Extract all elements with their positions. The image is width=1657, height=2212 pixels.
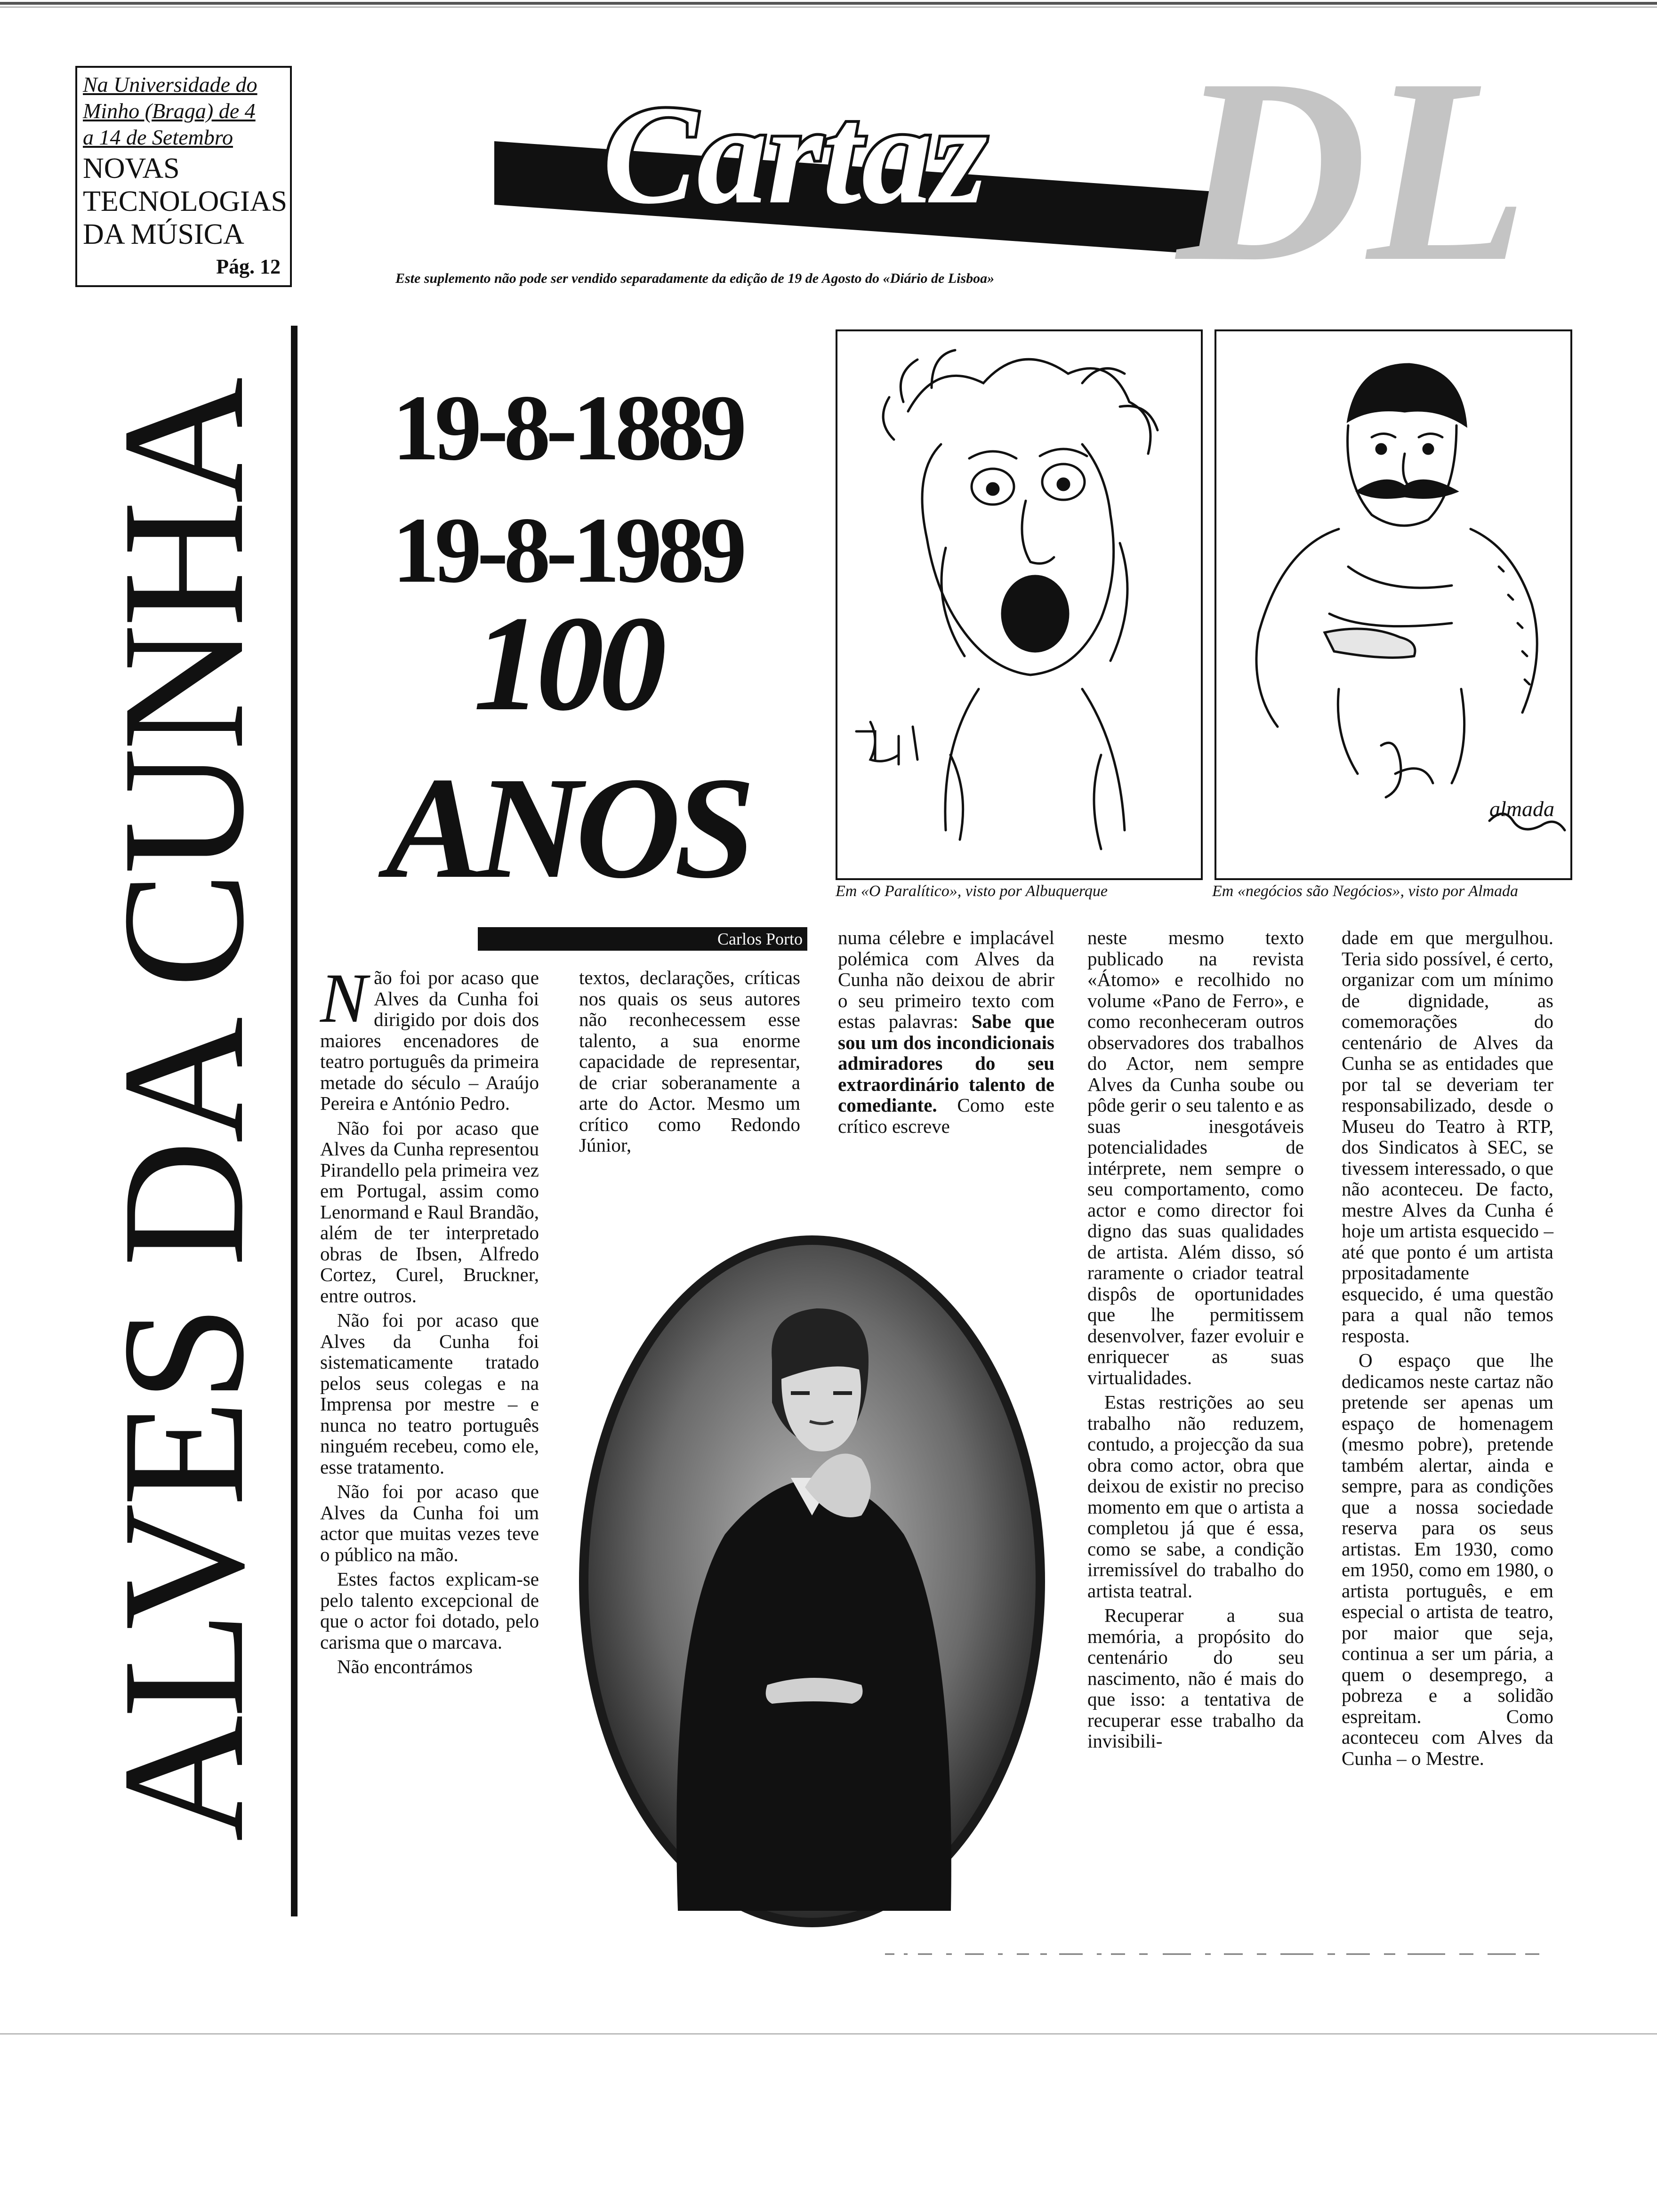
centenary-date: 19-8-1989	[392, 498, 742, 602]
promo-venue-line1: Na Universidade do	[83, 72, 257, 96]
article-paragraph: Estes factos explicam-se pelo talento excepcional de que o actor foi dotado, pelo carisma que o marcava.	[320, 1568, 539, 1653]
dl-logo-text: DL	[1177, 38, 1528, 301]
article-column-3	[838, 927, 1054, 1137]
article-paragraph: Não encontrámos	[337, 1656, 473, 1677]
promo-title-line1: NOVAS	[83, 152, 180, 184]
paragraph-text: numa célebre e implacável polémica com Alves da Cunha não deixou de abrir o seu primeiro texto com estas palavras:	[838, 927, 1054, 1032]
top-rule	[0, 2, 1657, 5]
paragraph-text: ão foi por acaso que Alves da Cunha foi dirigido por dois dos maiores encenadores de teatro português da primeira metade do século – Araújo Pereira e António Pedro.	[320, 967, 539, 1114]
drop-cap: N	[320, 959, 368, 1037]
article-paragraph: Não foi por acaso que Alves da Cunha foi um actor que muitas vezes teve o público na mão.	[320, 1481, 539, 1565]
article-paragraph: Recuperar a sua memória, a propósito do centenário do seu nascimento, não é mais do que isso: a tentativa de recuperar esse trabalho da invisibili-	[1087, 1604, 1304, 1752]
caricature-albuquerque	[836, 329, 1203, 880]
supplement-disclaimer: Este suplemento não pode ser vendido separadamente da edição de 19 de Agosto do «Diário de Lisboa»	[395, 271, 995, 286]
caricature-negocios-drawing	[1216, 331, 1570, 878]
birth-date: 19-8-1889	[392, 376, 742, 480]
vertical-headline-wrap	[89, 320, 278, 1901]
vertical-headline: ALVES DA CUNHA	[87, 380, 280, 1842]
masthead-logo	[588, 61, 1177, 240]
article-paragraph	[320, 959, 539, 1114]
anos-word: ANOS	[386, 747, 749, 909]
bottom-rule	[0, 2033, 1657, 2035]
article-column-1	[320, 959, 539, 1677]
caricature-almada	[1215, 329, 1572, 880]
portrait-image	[570, 1224, 1054, 1934]
dl-logo-mark	[1158, 38, 1582, 301]
article-paragraph: O espaço que lhe dedicamos neste cartaz não pretende ser apenas um espaço de homenagem (mesmo pobre), pretende também alertar, ainda e sempre, para as condições que a nossa sociedade reserva para os seus artistas. Em 1930, como em 1950, como em 1980, o artista português, e em especial o artista de teatro, por maior que seja, continua a ser um pária, a quem o desemprego, a pobreza e a solidão espreitam. Como aconteceu com Alves da Cunha – o Mestre.	[1342, 1349, 1553, 1769]
article-paragraph: Não foi por acaso que Alves da Cunha representou Pirandello pela primeira vez em Portugal, assim como Lenormand e Raul Brandão, além de ter interpretado obras de Ibsen, Alfredo Cortez, Curel, Bruckner, entre outros.	[320, 1117, 539, 1306]
quoted-praise: Sabe que sou um dos incondicionais admiradores do seu extraordinário talento de comediante.	[838, 1010, 1055, 1116]
article-paragraph: Estas restrições ao seu trabalho não reduzem, contudo, a projecção da sua obra como actor, obra que deixou de existir no preciso momento em que o artista a completou já que é essa, como se sabe, a condição irremissível do trabalho do artista teatral.	[1087, 1391, 1304, 1602]
promo-venue-line3: a 14 de Setembro	[83, 125, 233, 149]
promo-venue-line2: Minho (Braga) de 4	[83, 99, 256, 123]
article-column-5	[1342, 927, 1553, 1769]
article-paragraph	[838, 927, 1054, 1137]
promo-page-ref: Pág. 12	[216, 255, 281, 278]
article-paragraph: Não foi por acaso que Alves da Cunha foi sistematicamente tratado pelos seus colegas e na Imprensa por mestre – e nunca no teatro português ninguém recebeu, como ele, esse tratamento.	[320, 1309, 539, 1478]
byline: Carlos Porto	[717, 930, 803, 948]
article-paragraph: dade em que mergulhou. Teria sido possível, é certo, organizar com um mínimo de dignidade, as comemorações do centenário de Alves da Cunha se as entidades que por tal se deveriam ter responsabilizado, desde o Museu do Teatro à RTP, dos Sindicatos à SEC, se tivessem interessado, o que não aconteceu. De facto, mestre Alves da Cunha é hoje um artista esquecido – até que ponto é um artista prpositadamente esquecido, é uma questão para a qual não temos resposta.	[1342, 927, 1553, 1346]
caption-paralitico: Em «O Paralítico», visto por Albuquerque	[836, 882, 1108, 900]
vertical-rule	[291, 326, 298, 1916]
print-noise-strip	[885, 1948, 1544, 1960]
article-paragraph: neste mesmo texto publicado na revista «Átomo» e recolhido no volume «Pano de Ferro», e como reconheceram outros observadores dos trabalhos do Actor, nem sempre Alves da Cunha soube ou pôde gerir o seu talento e as suas inesgotáveis potencialidades de intérprete, nem sempre o seu comportamento, como actor e como director foi digno das suas qualidades de artista. Além disso, só raramente o criador teatral dispôs de oportunidades que lhe permitissem desenvolver, fazer evoluir e enriquecer as suas virtualidades.	[1087, 927, 1304, 1388]
top-rule-thin	[0, 7, 1657, 8]
article-paragraph: textos, declarações, críticas nos quais os seus autores não reconhecessem esse talento, a sua enorme capacidade de representar, de criar soberanamente a arte do Actor. Mesmo um crítico como Redondo Júnior,	[579, 967, 800, 1156]
hundred-number: 100	[473, 588, 661, 739]
promo-box[interactable]	[75, 66, 292, 287]
caricature-paralitico-drawing	[837, 331, 1201, 878]
article-column-4	[1087, 927, 1304, 1752]
caption-negocios: Em «negócios são Negócios», visto por Almada	[1212, 882, 1519, 900]
promo-title-line2: TECNOLOGIAS	[83, 185, 287, 217]
almada-signature: almada	[1489, 797, 1554, 821]
article-column-2	[579, 967, 800, 1156]
portrait-photo	[570, 1224, 1054, 1934]
paragraph-text: Como este crítico escreve	[838, 1094, 1055, 1137]
masthead-title: Cartaz	[603, 77, 987, 233]
promo-title-line3: DA MÚSICA	[83, 218, 244, 250]
